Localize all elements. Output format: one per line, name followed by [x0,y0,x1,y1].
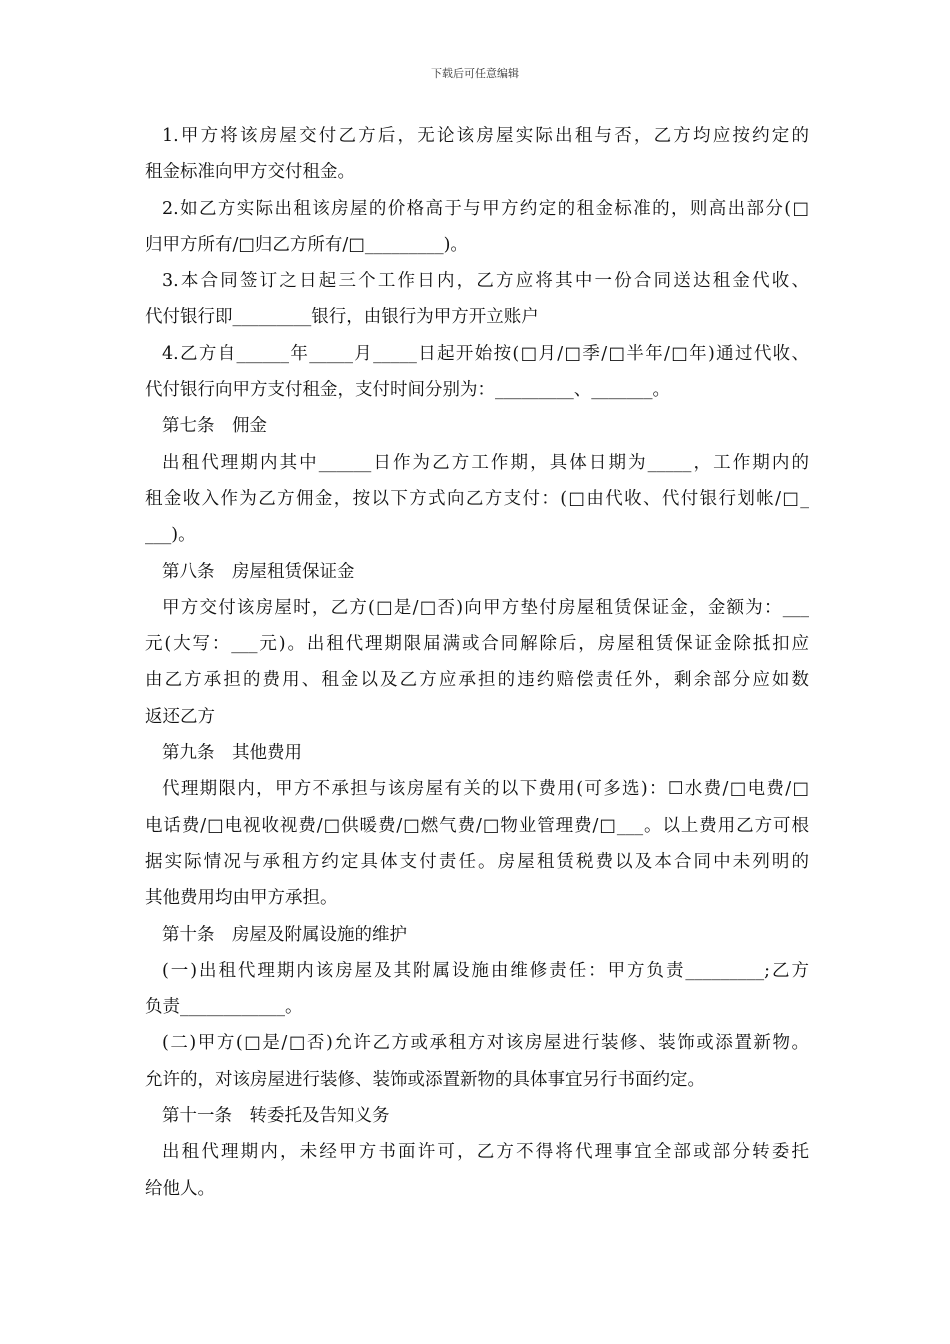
text-line: 代付银行即_________银行，由银行为甲方开立账户 [145,307,539,328]
text-line: 电话费/□电视收视费/□供暖费/□燃气费/□物业管理费/□___。以上费用乙方可根 [145,815,809,836]
text-line: 归甲方所有/□归乙方所有/□_________)。 [145,234,468,255]
text-line: 2.如乙方实际出租该房屋的价格高于与甲方约定的租金标准的，则高出部分(□ [162,198,809,219]
text-line: 出租代理期内其中______日作为乙方工作期，具体日期为_____，工作期内的 [162,452,809,473]
text-line: ___)。 [145,525,196,546]
text-line: 其他费用均由甲方承担。 [145,888,338,909]
text-line: 租金标准向甲方交付租金。 [145,162,355,183]
text-line: 3.本合同签订之日起三个工作日内，乙方应将其中一份合同送达租金代收、 [162,271,809,292]
text-line: 由乙方承担的费用、租金以及乙方应承担的违约赔偿责任外，剩余部分应如数 [145,670,809,691]
text-line: (一)出租代理期内该房屋及其附属设施由维修责任：甲方负责_________;乙方 [162,960,809,981]
text-line: 第九条 其他费用 [162,743,302,764]
text-line: 返还乙方 [145,706,215,727]
document-body [145,118,809,1207]
text-line: 4.乙方自______年_____月_____日起开始按(□月/□季/□半年/□年)通过代收、 [162,343,809,364]
text-line: 负责____________。 [145,997,303,1018]
text-line: 元(大写：___元)。出租代理期限届满或合同解除后，房屋租赁保证金除抵扣应 [145,634,809,655]
text-line: 第七条 佣金 [162,416,267,437]
text-line: 第十一条 转委托及告知义务 [162,1106,390,1127]
text-line: 代付银行向甲方支付租金，支付时间分别为：_________、_______。 [145,380,670,401]
text-line: 租金收入作为乙方佣金，按以下方式向乙方支付：(□由代收、代付银行划帐/□_ [145,488,809,509]
text-line: 甲方交付该房屋时，乙方(□是/□否)向甲方垫付房屋租赁保证金，金额为：___ [162,597,809,618]
text-line: 第十条 房屋及附属设施的维护 [162,924,407,945]
text-line: 第八条 房屋租赁保证金 [162,561,355,582]
page-header: 下载后可任意编辑 [431,67,519,80]
text-line: (二)甲方(□是/□否)允许乙方或承租方对该房屋进行装修、装饰或添置新物。 [162,1033,809,1054]
text-line: 允许的，对该房屋进行装修、装饰或添置新物的具体事宜另行书面约定。 [145,1069,705,1090]
text-line: 代理期限内，甲方不承担与该房屋有关的以下费用(可多选)：☐水费/□电费/□ [162,779,809,800]
text-line: 1.甲方将该房屋交付乙方后，无论该房屋实际出租与否，乙方均应按约定的 [162,126,809,146]
text-line: 据实际情况与承租方约定具体支付责任。房屋租赁税费以及本合同中未列明的 [145,851,809,872]
text-line: 给他人。 [145,1178,215,1199]
text-line: 出租代理期内，未经甲方书面许可，乙方不得将代理事宜全部或部分转委托 [162,1142,809,1163]
